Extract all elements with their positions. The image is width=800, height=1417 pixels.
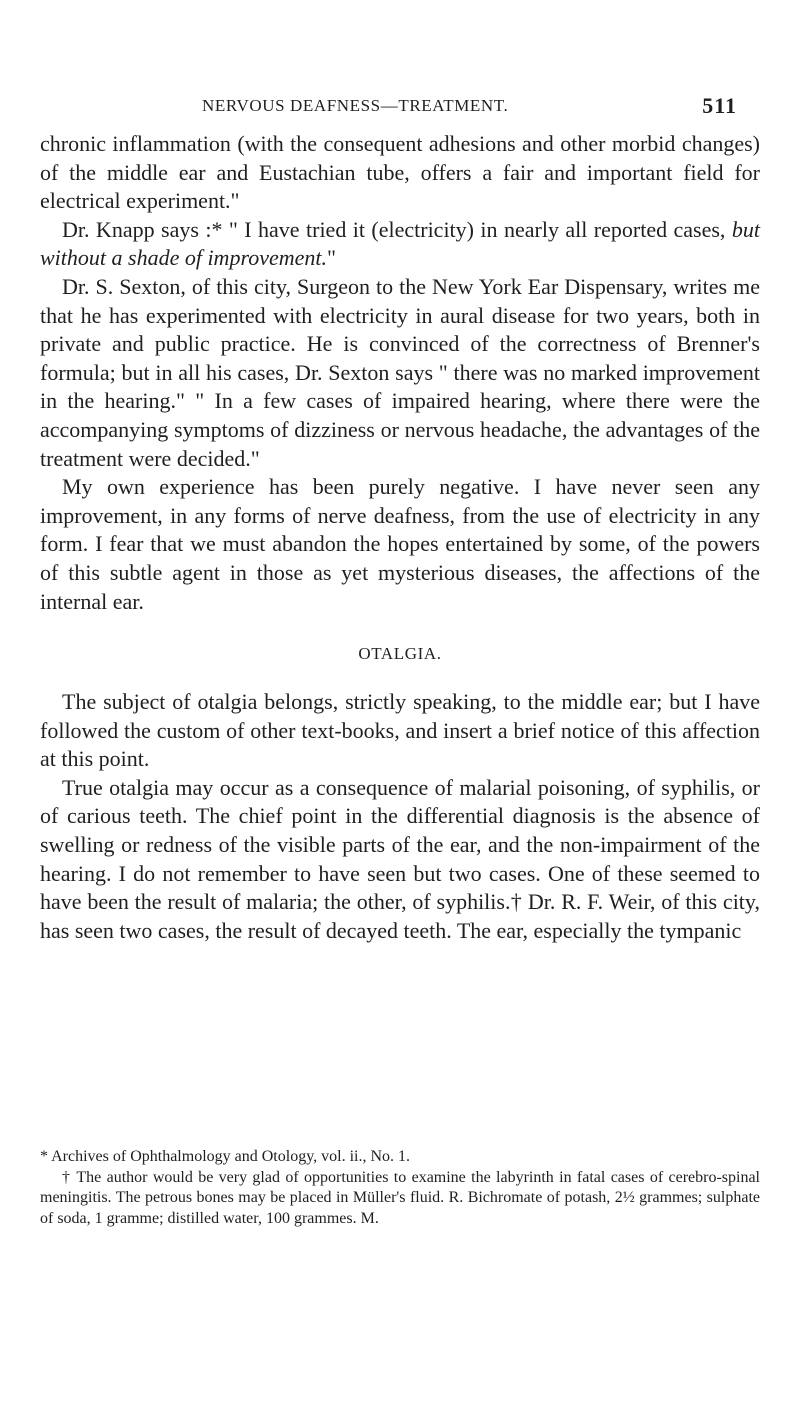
running-head	[40, 93, 760, 126]
page-number: 511	[702, 93, 737, 118]
paragraph-otalgia-intro: The subject of otalgia belongs, strictly speaking, to the middle ear; but I have followed the custom of other text-books, and insert a brief notice of this affection at this point.	[40, 689, 760, 772]
knapp-quote-end: "	[327, 245, 336, 271]
running-head-title: NERVOUS DEAFNESS—TREATMENT.	[202, 96, 509, 115]
footnotes	[40, 1147, 760, 1229]
paragraph-own-experience: My own experience has been purely negative. I have never seen any improvement, in any forms of nerve deafness, from the use of electricity in any form. I fear that we must abandon the hopes entertained by some, of the powers of this subtle agent in those as yet mysterious diseases, the affections of the internal ear.	[40, 474, 760, 614]
footnote-archives: * Archives of Ophthalmology and Otology, vol. ii., No. 1.	[40, 1148, 411, 1165]
footnote-author-request: † The author would be very glad of opportunities to examine the labyrinth in fatal cases of cerebro-spinal meningitis. The petrous bones may be placed in Müller's fluid. R. Bichromate of potash, 2½ grammes; sulphate of soda, 1 gramme; distilled water, 100 grammes. M.	[40, 1168, 760, 1227]
section-heading-otalgia: OTALGIA.	[358, 644, 442, 664]
paragraph-sexton: Dr. S. Sexton, of this city, Surgeon to the New York Ear Dispensary, writes me that he has experimented with electricity in aural disease for two years, both in private and public practice. He is convinced of the correctness of Brenner's formula; but in all his cases, Dr. Sexton says " there was no marked improvement in the hearing." " In a few cases of impaired hearing, where there were the accompanying symptoms of dizziness or nervous headache, the advantages of the treatment were decided."	[40, 273, 760, 471]
main-text	[40, 130, 760, 945]
knapp-quote-start: Dr. Knapp says :* " I have tried it (electricity) in nearly all reported cases,	[62, 216, 732, 242]
paragraph-true-otalgia: True otalgia may occur as a consequence of malarial poisoning, of syphilis, or of carious teeth. The chief point in the differential diagnosis is the absence of swelling or redness of the visible parts of the ear, and the non-impairment of the hearing. I do not remember to have seen but two cases. One of these seemed to have been the result of malaria; the other, of syphilis.† Dr. R. F. Weir, of this city, has seen two cases, the result of decayed teeth. The ear, especially the tympanic	[40, 774, 760, 943]
paragraph-continuation: chronic inflammation (with the consequent adhesions and other morbid changes) of the middle ear and Eustachian tube, offers a fair and important field for electrical experiment."	[40, 131, 760, 214]
paragraph-knapp-quote	[40, 216, 760, 273]
knapp-quote-emphasis: but without a shade of improvement.	[40, 216, 760, 271]
